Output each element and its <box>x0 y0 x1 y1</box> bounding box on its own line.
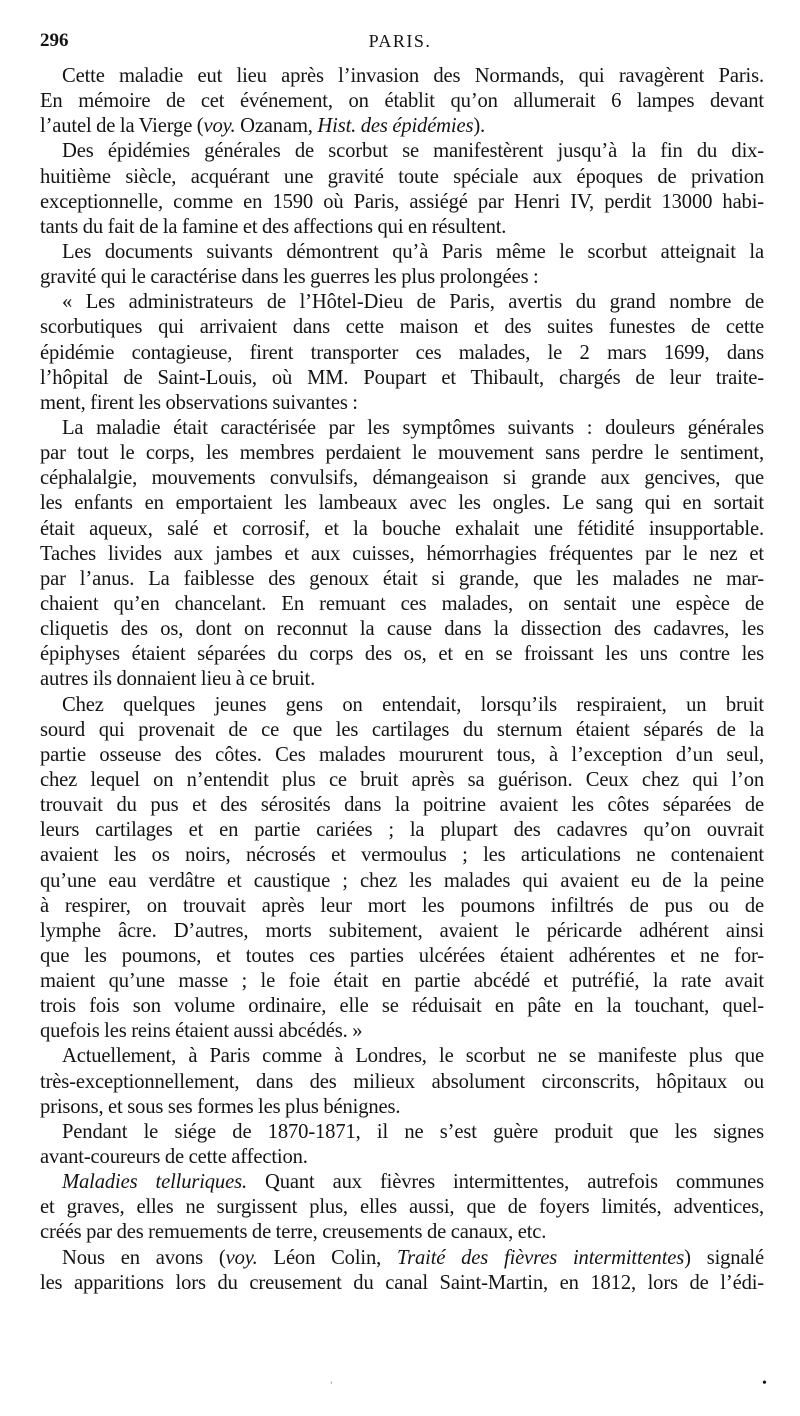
footer-marks <box>40 1376 767 1396</box>
text-line: autres ils donnaient lieu à ce bruit. <box>40 668 316 691</box>
text-line: Chez quelques jeunes gens on entendait, lorsqu’ils respiraient, un bruit <box>62 693 764 716</box>
text-line: épidémie contagieuse, firent transporter ces malades, le 2 mars 1699, dans <box>40 341 764 364</box>
text-line: trouvait du pus et des sérosités dans la poitrine avaient les côtes séparées de <box>40 794 764 817</box>
text-line: Les documents suivants démontrent qu’à Paris même le scorbut atteignait la <box>62 240 764 263</box>
text-line: Taches livides aux jambes et aux cuisses, hémorrhagies fréquentes par le nez et <box>40 542 764 565</box>
text-line: Cette maladie eut lieu après l’invasion des Normands, qui ravagèrent Paris. <box>62 65 764 87</box>
stray-mark: ‘ <box>330 1380 333 1389</box>
text-line: sourd qui provenait de ce que les cartilages du sternum étaient séparés de la <box>40 718 764 741</box>
text-line: scorbutiques qui arrivaient dans cette maison et des suites funestes de cette <box>40 316 764 339</box>
page-header <box>40 30 760 56</box>
text-line: En mémoire de cet événement, on établit qu’on allumerait 6 lampes devant <box>40 90 764 113</box>
text-line: ment, firent les observations suivantes : <box>40 391 358 414</box>
text-line: lymphe âcre. D’autres, morts subitement, avaient le péricarde adhérent ainsi <box>40 919 764 942</box>
text-line: par tout le corps, les membres perdaient le mouvement sans perdre le sentiment, <box>40 442 764 465</box>
text-line: épiphyses étaient séparées du corps des os, et en se froissant les uns contre les <box>40 643 764 666</box>
text-line: très-exceptionnellement, dans des milieux absolument circonscrits, hôpitaux ou <box>40 1070 764 1093</box>
text-line: Des épidémies générales de scorbut se manifestèrent jusqu’à la fin du dix- <box>62 140 764 163</box>
text-line: huitième siècle, acquérant une gravité toute spéciale aux époques de privation <box>40 165 764 188</box>
text-line: prisons, et sous ses formes les plus bénignes. <box>40 1095 401 1118</box>
text-line: Pendant le siége de 1870-1871, il ne s’est guère produit que les signes <box>62 1120 764 1143</box>
text-line: gravité qui le caractérise dans les guerres les plus prolongées : <box>40 266 539 289</box>
text-line: leurs cartilages et en partie cariées ; la plupart des cadavres qu’on ouvrait <box>40 819 764 842</box>
running-title: PARIS. <box>368 31 432 51</box>
text-line: les apparitions lors du creusement du canal Saint-Martin, en 1812, lors de l’édi- <box>40 1271 764 1294</box>
page-number: 296 <box>40 30 69 51</box>
text-line: trois fois son volume ordinaire, elle se réduisait en pâte en la touchant, quel- <box>40 995 764 1018</box>
text-line: et graves, elles ne surgissent plus, elles aussi, que de foyers limités, adventices, <box>40 1196 764 1219</box>
text-line: par l’anus. La faiblesse des genoux était si grande, que les malades ne mar- <box>40 567 764 590</box>
text-line: maient qu’une masse ; le foie était en partie abcédé et putréfié, la rate avait <box>40 970 764 993</box>
text-line: Nous en avons (voy. Léon Colin, Traité des fièvres intermittentes) signalé <box>62 1246 764 1269</box>
text-line: créés par des remuements de terre, creusements de canaux, etc. <box>40 1221 547 1244</box>
text-line: avaient les os noirs, nécrosés et vermoulus ; les articulations ne contenaient <box>40 844 764 867</box>
text-line: les enfants en emportaient les lambeaux avec les ongles. Le sang qui en sortait <box>40 492 764 515</box>
text-line: Actuellement, à Paris comme à Londres, le scorbut ne se manifeste plus que <box>62 1045 764 1068</box>
text-line: exceptionnelle, comme en 1590 où Paris, assiégé par Henri IV, perdit 13000 habi- <box>40 190 764 213</box>
text-line: l’hôpital de Saint-Louis, où MM. Poupart et Thibault, chargés de leur traite- <box>40 366 764 389</box>
text-line: avant-coureurs de cette affection. <box>40 1146 308 1169</box>
text-line: tants du fait de la famine et des affections qui en résultent. <box>40 215 507 238</box>
text-line: partie osseuse des côtes. Ces malades moururent tous, à l’exception d’un seul, <box>40 743 764 766</box>
text-line: à respirer, on trouvait après leur mort les poumons infiltrés de pus ou de <box>40 894 764 917</box>
stray-dot: • <box>762 1376 767 1391</box>
text-line: La maladie était caractérisée par les symptômes suivants : douleurs générales <box>62 416 764 439</box>
text-line: quefois les reins étaient aussi abcédés. » <box>40 1020 363 1043</box>
text-line: chez lequel on n’entendit plus ce bruit après sa guérison. Ceux chez qui l’on <box>40 768 764 791</box>
body-text <box>40 64 764 1296</box>
text-line: l’autel de la Vierge (voy. Ozanam, Hist. des épidémies). <box>40 115 486 138</box>
text-line: était aqueux, salé et corrosif, et la bouche exhalait une fétidité insupportable. <box>40 517 764 540</box>
text-line: qu’une eau verdâtre et caustique ; chez les malades qui avaient eu de la peine <box>40 869 764 892</box>
text-line: cliquetis des os, dont on reconnut la cause dans la dissection des cadavres, les <box>40 618 764 641</box>
text-line: céphalalgie, mouvements convulsifs, démangeaison si grande aux gencives, que <box>40 467 764 490</box>
text-line: Maladies telluriques. Quant aux fièvres intermittentes, autrefois communes <box>62 1171 764 1194</box>
text-line: « Les administrateurs de l’Hôtel-Dieu de Paris, avertis du grand nombre de <box>62 291 764 314</box>
text-line: que les poumons, et toutes ces parties ulcérées étaient adhérentes et ne for- <box>40 944 764 967</box>
text-line: chaient qu’en chancelant. En remuant ces malades, on sentait une espèce de <box>40 592 764 615</box>
